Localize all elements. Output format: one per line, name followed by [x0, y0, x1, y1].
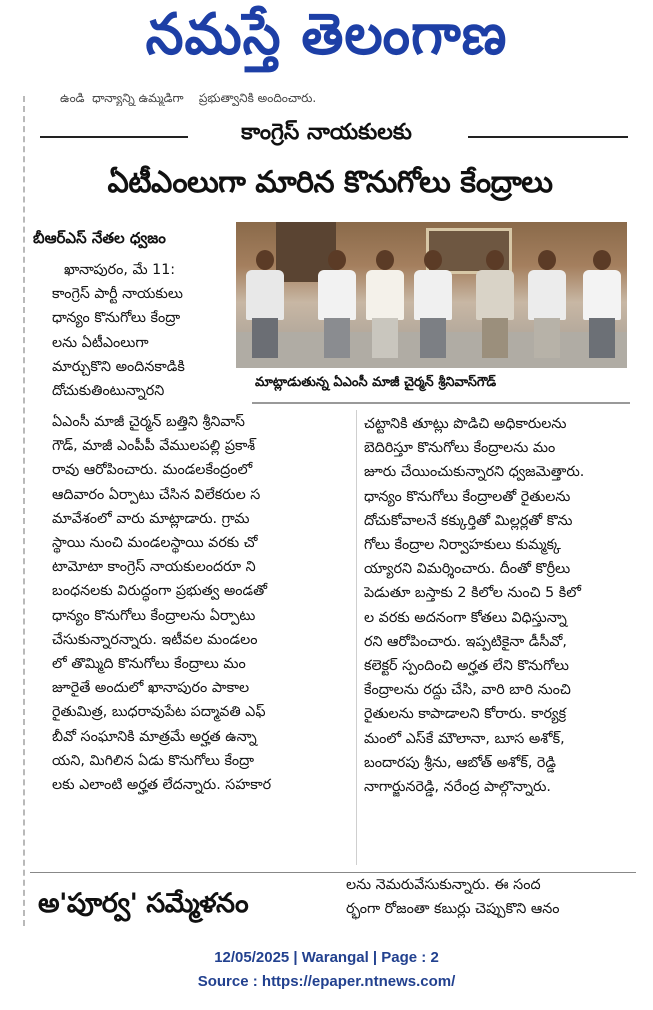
right-column	[364, 412, 639, 799]
text-line: యని, మిగిలిన ఏడు కొనుగోలు కేంద్రా	[52, 752, 255, 769]
text-line: బీవో సంఘానికి మాత్రమే అర్హత ఉన్నా	[52, 728, 257, 745]
text-line: కాంగ్రెస్‌ పార్టీ నాయకులు	[52, 286, 183, 303]
source-footer	[0, 946, 653, 994]
text-line: కేంద్రాలను రద్దు చేసి, వారి బారి నుంచి	[364, 682, 571, 699]
text-line: ఖానాపురం, మే 11:	[64, 262, 176, 278]
text-line: ఏఎంసీ మాజీ చైర్మన్‌ బత్తిని శ్రీనివాస్‌	[52, 414, 245, 430]
text-line: ధాన్యం కొనుగోలు కేంద్రాలను ఏర్పాటు	[52, 607, 256, 624]
text-line: లను ఏటీఎంలుగా	[52, 334, 149, 351]
text-line: మార్చుకొని అందినకాడికి	[52, 358, 185, 375]
source-link[interactable]: Source : https://epaper.ntnews.com/	[197, 973, 456, 990]
text-line: బందారపు శ్రీను, ఆబోత్‌ అశోక్‌, రెడ్డి	[364, 754, 556, 771]
text-line: ల వరకు అదనంగా కోతలు విధిస్తున్నా	[364, 609, 567, 626]
teaser-headline: అ'పూర్వ' సమ్మేళనం	[38, 888, 249, 919]
newspaper-logo: నమస్తే తెలంగాణ	[145, 0, 508, 67]
article-kicker: కాంగ్రెస్‌ నాయకులకు	[241, 120, 412, 145]
photo-person	[581, 250, 621, 360]
text-line: బెదిరిస్తూ కొనుగోలు కేంద్రాలను మం	[364, 440, 556, 457]
text-line: ధాన్యం కొనుగోలు కేంద్రాలతో రైతులను	[364, 488, 571, 505]
text-line: స్థాయి నుంచి మండలస్థాయి వరకు చో	[52, 535, 258, 552]
text-line: రావు ఆరోపించారు. మండలకేంద్రంలో	[52, 462, 253, 479]
text-line: గోలు కేంద్రాల నిర్వాహకులు కుమ్మక్క	[364, 537, 561, 554]
text-line: ఆదివారం ఏర్పాటు చేసిన విలేకరుల స	[52, 486, 261, 503]
text-line: జూరు చేయించుకున్నారని ధ్వజమెత్తారు.	[364, 464, 585, 481]
column-divider	[356, 410, 357, 865]
article-photo	[236, 222, 627, 368]
text-line: ధాన్యం కొనుగోలు కేంద్రా	[52, 310, 181, 327]
text-line: కలెక్టర్‌ స్పందించి అర్హత లేని కొనుగోలు	[364, 658, 569, 675]
left-column	[52, 410, 352, 797]
text-line: జూరైతే అందులో ఖానాపురం పాకాల	[52, 680, 250, 697]
text-line: దోచుకుతింటున్నారని	[52, 383, 165, 400]
text-line: రని ఆరోపించారు. ఇప్పటికైనా డీసీవో,	[364, 633, 567, 650]
photo-person	[316, 250, 356, 360]
text-line: దోచుకోవాలనే కక్కుర్తితో మిల్లర్లతో కొను	[364, 512, 573, 529]
text-line: మంలో ఎస్‌కే మౌలానా, బూస అశోక్‌,	[364, 730, 565, 747]
text-line: ర్భంగా రోజంతా కబుర్లు చెప్పుకొని ఆనం	[346, 901, 560, 917]
text-line: చట్టానికి తూట్లు పొడిచి అధికారులను	[364, 416, 567, 432]
text-line: లకు ఎలాంటి అర్హత లేదన్నారు. సహకార	[52, 777, 272, 794]
photo-person	[474, 250, 514, 360]
text-line: పెడుతూ బస్తాకు 2 కిలోల నుంచి 5 కిలో	[364, 585, 581, 602]
text-line: నాగార్జునరెడ్డి, నరేంద్ర పాల్గొన్నారు.	[364, 779, 551, 796]
photo-person	[364, 250, 404, 360]
text-line: చేసుకున్నారన్నారు. ఇటీవల మండలం	[52, 631, 258, 648]
article-headline: ఏటీఎంలుగా మారిన కొనుగోలు కేంద్రాలు	[107, 165, 553, 200]
text-line: రైతుమిత్ర, బుధరావుపేట పద్మావతి ఎఫ్‌	[52, 704, 266, 721]
text-line: రైతులను కాపాడాలని కోరారు. కార్యక్ర	[364, 706, 567, 723]
masthead	[0, 0, 653, 82]
lead-column	[52, 258, 224, 403]
photo-person	[412, 250, 452, 360]
photo-person	[526, 250, 566, 360]
kicker-rule-left	[40, 136, 188, 138]
text-line: బంధనలకు విరుద్ధంగా ప్రభుత్వ అండతో	[52, 583, 268, 600]
kicker-rule-right	[468, 136, 628, 138]
text-line: గౌడ్‌, మాజీ ఎంపీపీ వేములపల్లి ప్రకాశ్‌	[52, 438, 256, 455]
photo-person	[244, 250, 284, 360]
article-subhead: బీఆర్‌ఎస్‌ నేతల ధ్వజం	[33, 229, 166, 247]
clipping-border	[23, 96, 25, 926]
text-line: లను నెమరువేసుకున్నారు. ఈ సంద	[346, 877, 541, 893]
teaser-text	[346, 873, 636, 921]
text-line: మావేశంలో వారు మాట్లాడారు. గ్రామ	[52, 510, 250, 527]
photo-caption: మాట్లాడుతున్న ఏఎంసీ మాజీ చైర్మన్‌ శ్రీనివాస్‌గౌడ్‌	[255, 375, 497, 390]
caption-rule	[252, 402, 630, 404]
previous-article-fragment: ఉండి ‌ ధాన్యాన్ని ఉమ్మడిగా ‌ ‌ ‌ ప్రభుత్వానికి అందించారు.	[60, 92, 317, 105]
edition-info: 12/05/2025 | Warangal | Page : 2	[214, 949, 439, 966]
text-line: లో తొమ్మిది కొనుగోలు కేంద్రాలు మం	[52, 656, 246, 673]
text-line: య్యారని విమర్శించారు. దీంతో కొర్రీలు	[364, 561, 571, 578]
text-line: టామోటా కాంగ్రెస్‌ నాయకులందరూ ని	[52, 559, 256, 576]
